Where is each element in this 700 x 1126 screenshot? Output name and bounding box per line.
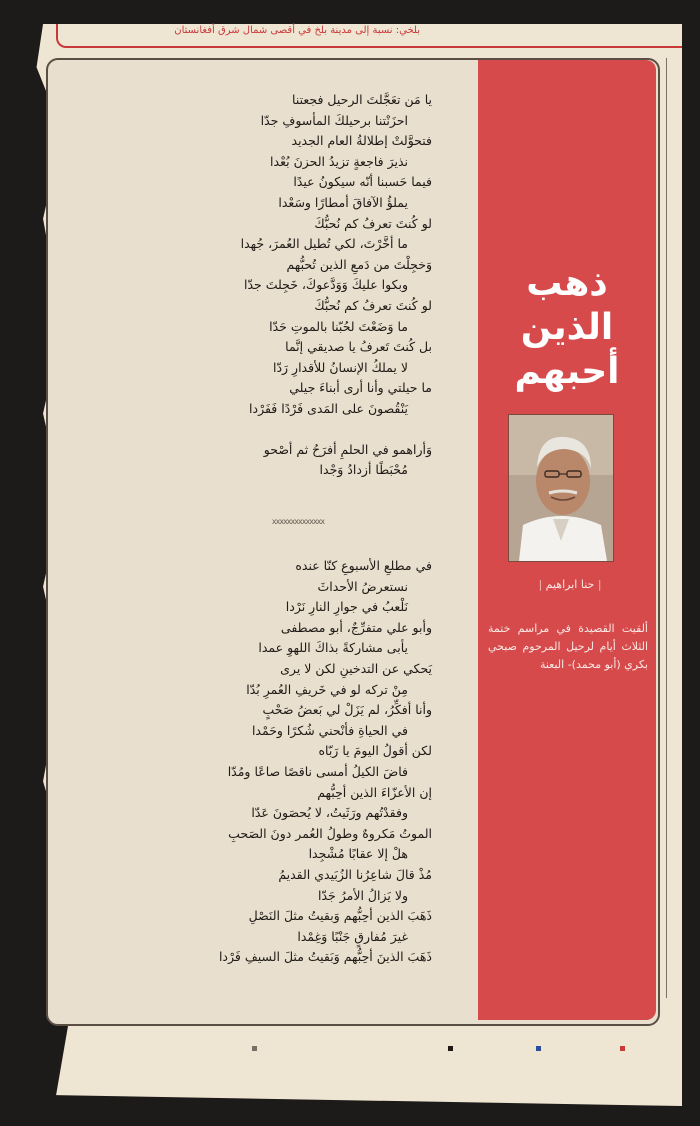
registration-mark <box>448 1046 453 1051</box>
poem-line: لا يملكُ الإنسانُ للأقدارِ رَدّا <box>272 359 408 375</box>
poem-line: وبكوا عليكَ وَوَدَّعوكَ، خَجِلتَ جدّا <box>243 277 408 293</box>
poem-line: يَنْقُصونَ على المَدى فَرْدًا فَفَرْدا <box>249 400 408 416</box>
poem-line: غيرَ مُفارقٍ جَنْبًا وَغِمْدا <box>297 928 408 944</box>
poem-line: ولا يَزالُ الأمرُ جَدّا <box>318 887 408 903</box>
poem-stanza-2 <box>60 556 432 968</box>
poem-line: يا مَن تعَجَّلتَ الرحيل فجعتنا <box>292 92 432 107</box>
author-bar-left: | <box>538 578 543 591</box>
poem-line: هلْ إلا عقابًا مُشْجِدا <box>308 846 408 862</box>
top-caption: بلخي: نسبة إلى مدينة بلخ في أقصى شمال شرق أفغانستان <box>174 25 420 36</box>
headline-line-2: أحبهم <box>514 351 620 392</box>
print-registration-marks <box>60 1046 650 1056</box>
poem-line: وفقدْتُهم ورَثَيتُ، لا يُحصَونَ عَدّا <box>251 805 408 821</box>
poem-line: فيما حَسبنا أنّه سيكونُ عيدًا <box>293 174 432 190</box>
poem-line: يملؤُ الآفاقَ أمطارًا وسَعْدا <box>278 194 408 210</box>
poem-line: يأبى مشاركةً بذاكَ اللهوِ عمدا <box>258 640 408 656</box>
poem-line: وأبو علي متفرِّجٌ، أبو مصطفى <box>280 619 432 635</box>
author-name: حنا ابراهيم <box>545 578 595 591</box>
poem-line: وَأراهمو في الحلمِ أفرَحُ ثم أصْحو <box>263 441 432 457</box>
article-note: ألقيت القصيدة في مراسم ختمة الثلاث أيام لرحيل المرحوم صبحي بكري (أبو محمد)- البعنة <box>488 622 648 671</box>
poem-line: بل كُنتَ تَعرفُ يا صديقي إنَّما <box>285 339 432 355</box>
section-separator: xxxxxxxxxxxxxx <box>271 517 325 526</box>
poem-line: في الحياةِ فأنْحني شُكرًا وحَمْدا <box>251 722 408 738</box>
poem-line: فتحوَّلتْ إطلالةُ العام الجديد <box>291 133 432 149</box>
poem-line: نستعرضُ الأحداثَ <box>317 578 408 594</box>
poem-line: ذَهَبَ الذينَ أحِبُّهم وَبَقيتُ مثلَ السيفِ فَرْدا <box>218 949 432 965</box>
poem-line: إن الأعزّاءَ الذين أحِبُّهم <box>317 784 432 800</box>
registration-mark <box>536 1046 541 1051</box>
poem-stanza-1 <box>60 90 432 481</box>
poem-line: نَلْعبُ في جوارِ النارِ نَرْدا <box>285 599 408 615</box>
stanza-gap <box>60 420 432 440</box>
headline-line-1: ذهب الذين <box>520 263 614 348</box>
portrait-photo-icon <box>509 415 613 561</box>
poem-line: في مطلعِ الأسبوعِ كنّا عنده <box>295 558 432 573</box>
poem-line: ما وَضَعْتَ لحُبّنا بالموتِ حَدّا <box>269 318 408 334</box>
poem-line: يَحكي عن التدخينِ لكن لا يرى <box>280 660 432 676</box>
author-credit <box>520 578 620 591</box>
poem-line: ما حيلتي وأنا أرى أبناءَ جيلي <box>289 380 432 396</box>
poem-line: ما أخَّرْتَ، لكي تُطيل العُمرَ، جُهدا <box>240 236 408 252</box>
poem-line: وأنا أفكِّرُ، لم يَزَلْ لي بَعضُ صَحْبٍ <box>262 702 432 718</box>
portrait-photo <box>508 414 614 562</box>
poem-line: لو كُنتَ تعرفُ كم نُحبُّكَ <box>314 297 432 313</box>
poem-line: نذيرَ فاجعةٍ تزيدُ الحزنَ بُعْدا <box>270 153 408 169</box>
poem-line: مِنْ تركه لو في خَريفِ العُمرِ بُدّا <box>246 681 408 697</box>
author-bar-right: | <box>597 578 602 591</box>
poem-line: وَخجِلْتَ من دَمعِ الذين تُحبُّهم <box>286 256 432 272</box>
article-headline <box>478 262 656 394</box>
poem-line: لكن أقولُ اليومَ يا رَبّاه <box>318 743 432 759</box>
poem-line: احزَنْتنا برحيلكَ المأسوفِ جدّا <box>260 112 408 128</box>
poem-line: مُذْ قالَ شاعِرُنا الزُبَيدي القديمُ <box>278 866 432 882</box>
poem-line: ذَهَبَ الذين أحِبُّهم وَبقيتُ مثلَ النَصْلِ <box>248 908 432 924</box>
poem-line: الموتُ مَكروهٌ وطولُ العُمر دونَ الصَحبِ <box>228 825 432 841</box>
registration-mark <box>252 1046 257 1051</box>
right-margin-rule <box>666 58 673 998</box>
poem-line: مُحْبَطًا أزدادُ وَجْدا <box>319 462 408 478</box>
poem-line: فاضَ الكيلُ أمسى ناقصًا صاعًا ومُدّا <box>227 763 408 779</box>
registration-mark <box>620 1046 625 1051</box>
poem-line: لو كُنتَ تعرفُ كم نُحبُّكَ <box>314 215 432 231</box>
